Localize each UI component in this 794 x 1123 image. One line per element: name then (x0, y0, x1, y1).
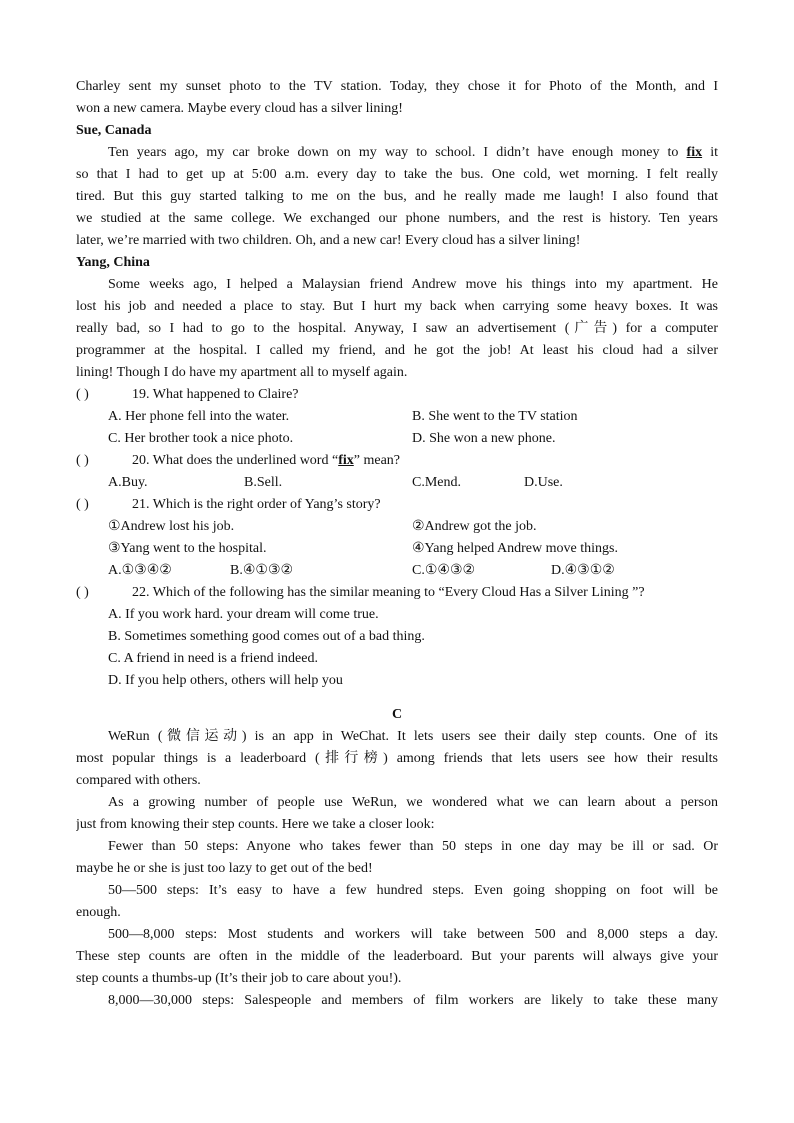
event-2: ②Andrew got the job. (412, 519, 537, 534)
option-c[interactable]: C. A friend in need is a friend indeed. (108, 651, 318, 666)
passage-line: maybe he or she is just too lazy to get out of the bed! (76, 861, 373, 876)
passage-line: lining! Though I do have my apartment all to myself again. (76, 365, 408, 380)
question-22-stem: ( ) 22. Which of the following has the similar meaning to “Every Cloud Has a Silver Lining ”? (76, 582, 718, 604)
question-19-stem: ( ) 19. What happened to Claire? (76, 384, 718, 406)
event-1: ①Andrew lost his job. (108, 519, 235, 534)
answer-blank[interactable]: ( ) (76, 387, 89, 402)
passage-line: Some weeks ago, I helped a Malaysian friend Andrew move his things into my apartment. He (108, 277, 718, 292)
passage-line: so that I had to get up at 5:00 a.m. every day to take the bus. One cold, wet morning. I felt really (76, 167, 718, 182)
passage-line: compared with others. (76, 773, 201, 788)
answer-blank[interactable]: ( ) (76, 585, 89, 600)
option-d[interactable]: D. If you help others, others will help you (108, 673, 343, 688)
sue-heading: Sue, Canada (76, 123, 152, 138)
passage-line: won a new camera. Maybe every cloud has a silver lining! (76, 101, 403, 116)
event-4: ④Yang helped Andrew move things. (412, 541, 618, 556)
passage-line: 8,000—30,000 steps: Salespeople and members of film workers are likely to take these many (108, 993, 718, 1008)
passage-line: programmer at the hospital. I called my friend, and he got the job! At least his cloud had a silver (76, 343, 718, 358)
section-title: C (391, 707, 403, 722)
passage-line: really bad, so I had to go to the hospital. Anyway, I saw an advertisement (广告) for a computer (76, 321, 718, 336)
option-c[interactable]: C.Mend. (412, 475, 461, 490)
question-21-stem: ( ) 21. Which is the right order of Yang’s story? (76, 494, 718, 516)
option-d[interactable]: D.Use. (524, 475, 563, 490)
underlined-word: fix (338, 453, 354, 468)
passage-line: 500—8,000 steps: Most students and workers will take between 500 and 8,000 steps a day. (108, 927, 718, 942)
option-a[interactable]: A. Her phone fell into the water. (108, 409, 290, 424)
option-b[interactable]: B.Sell. (244, 475, 283, 490)
option-b[interactable]: B. She went to the TV station (412, 409, 578, 424)
passage-line: These step counts are often in the middle of the leaderboard. But your parents will always give your (76, 949, 718, 964)
question-21-events-row2 (76, 538, 718, 560)
option-d[interactable]: D. She won a new phone. (412, 431, 556, 446)
passage-line: enough. (76, 905, 121, 920)
underlined-word: fix (686, 145, 703, 160)
option-b[interactable]: B.④①③② (230, 563, 294, 578)
option-a[interactable]: A.Buy. (108, 475, 148, 490)
passage-line: WeRun (微信运动) is an app in WeChat. It lets users see their daily step counts. One of its (108, 729, 718, 744)
passage-line: step counts a thumbs-up (It’s their job to care about you!). (76, 971, 402, 986)
passage-line: 50—500 steps: It’s easy to have a few hundred steps. Even going shopping on foot will be (108, 883, 718, 898)
yang-heading: Yang, China (76, 255, 150, 270)
option-c[interactable]: C. Her brother took a nice photo. (108, 431, 294, 446)
passage-line: we studied at the same college. We exchanged our phone numbers, and the rest is history. Ten years (76, 211, 718, 226)
passage-line: Fewer than 50 steps: Anyone who takes fewer than 50 steps in one day may be ill or sad. Or (108, 839, 718, 854)
exam-page (76, 76, 718, 1012)
option-d[interactable]: D.④③①② (551, 563, 615, 578)
answer-blank[interactable]: ( ) (76, 453, 89, 468)
answer-blank[interactable]: ( ) (76, 497, 89, 512)
option-c[interactable]: C.①④③② (412, 563, 476, 578)
question-21-options (76, 560, 718, 582)
question-19-options-row1 (76, 406, 718, 428)
passage-line: most popular things is a leaderboard (排行榜) among friends that lets users see how their results (76, 751, 718, 766)
question-20-stem: ( ) 20. What does the underlined word “fix” mean? (76, 450, 718, 472)
question-21-events-row1 (76, 516, 718, 538)
option-a[interactable]: A. If you work hard. your dream will come true. (108, 607, 379, 622)
passage-line: tired. But this guy started talking to me on the bus, and he really made me laugh! I also found that (76, 189, 718, 204)
option-a[interactable]: A.①③④② (108, 563, 172, 578)
passage-line: just from knowing their step counts. Here we take a closer look: (76, 817, 435, 832)
question-20-options (76, 472, 718, 494)
option-b[interactable]: B. Sometimes something good comes out of a bad thing. (108, 629, 425, 644)
passage-line: Charley sent my sunset photo to the TV station. Today, they chose it for Photo of the Month, and I (76, 79, 718, 94)
passage-line: Ten years ago, my car broke down on my way to school. I didn’t have enough money to fix it (108, 145, 718, 160)
passage-line: lost his job and needed a place to stay. But I hurt my back when carrying some heavy boxes. It was (76, 299, 718, 314)
passage-line: As a growing number of people use WeRun, we wondered what we can learn about a person (108, 795, 718, 810)
event-3: ③Yang went to the hospital. (108, 541, 267, 556)
question-19-options-row2 (76, 428, 718, 450)
passage-line: later, we’re married with two children. Oh, and a new car! Every cloud has a silver lining! (76, 233, 581, 248)
